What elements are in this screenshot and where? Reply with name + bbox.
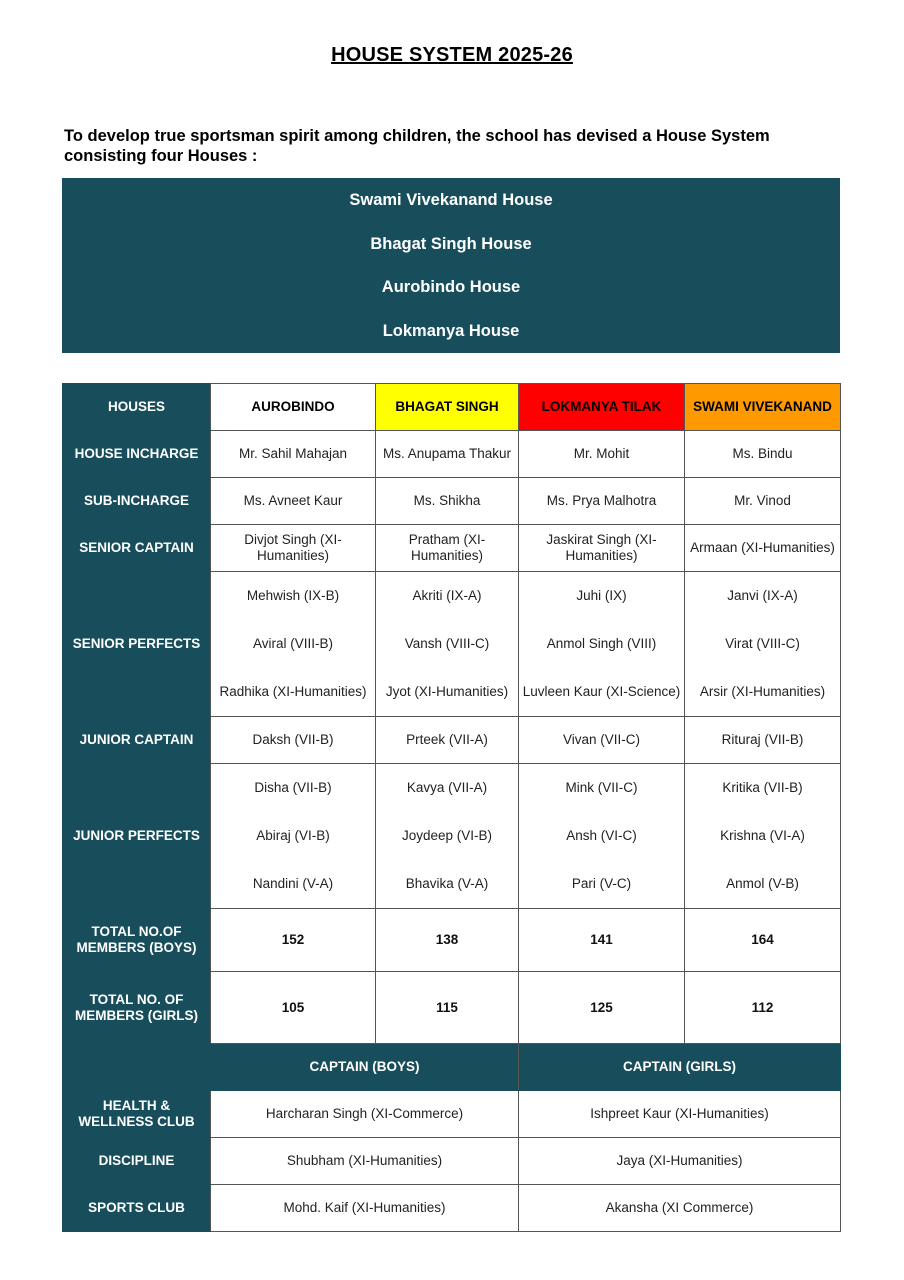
row-label: SPORTS CLUB bbox=[63, 1185, 211, 1232]
table-cell: Armaan (XI-Humanities) bbox=[685, 525, 841, 572]
table-row bbox=[63, 478, 841, 525]
prefect-name: Virat (VIII-C) bbox=[725, 636, 800, 651]
row-label: SENIOR PERFECTS bbox=[63, 572, 211, 717]
prefect-name: Janvi (IX-A) bbox=[727, 588, 798, 603]
club-header-blank bbox=[63, 1044, 211, 1091]
table-cell: Ishpreet Kaur (XI-Humanities) bbox=[519, 1091, 841, 1138]
row-label: TOTAL NO. OF MEMBERS (GIRLS) bbox=[63, 972, 211, 1044]
prefect-name: Abiraj (VI-B) bbox=[256, 828, 330, 843]
table-row bbox=[63, 1185, 841, 1232]
house-name: Swami Vivekanand House bbox=[349, 191, 553, 209]
table-cell: 164 bbox=[685, 909, 841, 972]
column-header: AUROBINDO bbox=[211, 384, 376, 431]
table-cell: Mr. Sahil Mahajan bbox=[211, 431, 376, 478]
table-cell: Jaya (XI-Humanities) bbox=[519, 1138, 841, 1185]
prefect-name: Bhavika (V-A) bbox=[405, 876, 489, 891]
table-cell bbox=[519, 572, 685, 717]
prefect-name: Pari (V-C) bbox=[571, 876, 632, 891]
table-cell: Mr. Vinod bbox=[685, 478, 841, 525]
table-cell: Mohd. Kaif (XI-Humanities) bbox=[211, 1185, 519, 1232]
table-cell bbox=[376, 572, 519, 717]
house-name: Bhagat Singh House bbox=[370, 235, 532, 253]
table-cell: Prteek (VII-A) bbox=[376, 717, 519, 764]
table-cell: 112 bbox=[685, 972, 841, 1044]
prefect-name: Juhi (IX) bbox=[576, 588, 627, 603]
table-row bbox=[63, 717, 841, 764]
table-cell: Jaskirat Singh (XI-Humanities) bbox=[519, 525, 685, 572]
table-cell: Shubham (XI-Humanities) bbox=[211, 1138, 519, 1185]
prefect-name: Disha (VII-B) bbox=[254, 780, 332, 795]
column-header: CAPTAIN (BOYS) bbox=[211, 1044, 519, 1091]
table-cell: 115 bbox=[376, 972, 519, 1044]
prefect-name: Aviral (VIII-B) bbox=[252, 636, 333, 651]
prefect-name: Joydeep (VI-B) bbox=[401, 828, 493, 843]
table-row bbox=[63, 1091, 841, 1138]
row-label: HOUSE INCHARGE bbox=[63, 431, 211, 478]
table-cell: Ms. Anupama Thakur bbox=[376, 431, 519, 478]
column-header: HOUSES bbox=[63, 384, 211, 431]
prefect-name: Luvleen Kaur (XI-Science) bbox=[522, 684, 681, 699]
house-name: Aurobindo House bbox=[381, 278, 521, 296]
prefect-name: Vansh (VIII-C) bbox=[404, 636, 490, 651]
row-label: DISCIPLINE bbox=[63, 1138, 211, 1185]
prefect-name: Mink (VII-C) bbox=[565, 780, 638, 795]
row-label: HEALTH & WELLNESS CLUB bbox=[63, 1091, 211, 1138]
row-label: TOTAL NO.OF MEMBERS (BOYS) bbox=[63, 909, 211, 972]
table-row bbox=[63, 431, 841, 478]
table-row bbox=[63, 572, 841, 717]
prefect-name: Radhika (XI-Humanities) bbox=[219, 684, 367, 699]
column-header: LOKMANYA TILAK bbox=[519, 384, 685, 431]
table-cell: Ms. Avneet Kaur bbox=[211, 478, 376, 525]
table-cell bbox=[376, 764, 519, 909]
row-label: JUNIOR CAPTAIN bbox=[63, 717, 211, 764]
table-cell: Vivan (VII-C) bbox=[519, 717, 685, 764]
houses-list-box bbox=[62, 178, 840, 353]
prefect-name: Anmol Singh (VIII) bbox=[546, 636, 657, 651]
table-cell bbox=[519, 764, 685, 909]
table-cell: Mr. Mohit bbox=[519, 431, 685, 478]
table-cell: 141 bbox=[519, 909, 685, 972]
row-label: SENIOR CAPTAIN bbox=[63, 525, 211, 572]
row-label: SUB-INCHARGE bbox=[63, 478, 211, 525]
table-cell: Akansha (XI Commerce) bbox=[519, 1185, 841, 1232]
house-name: Lokmanya House bbox=[382, 322, 520, 340]
table-cell: 105 bbox=[211, 972, 376, 1044]
table-cell: Ms. Prya Malhotra bbox=[519, 478, 685, 525]
table-cell: Harcharan Singh (XI-Commerce) bbox=[211, 1091, 519, 1138]
table-cell: Rituraj (VII-B) bbox=[685, 717, 841, 764]
table-cell: 152 bbox=[211, 909, 376, 972]
table-cell: Ms. Shikha bbox=[376, 478, 519, 525]
table-row bbox=[63, 972, 841, 1044]
table-cell: 138 bbox=[376, 909, 519, 972]
table-cell bbox=[685, 764, 841, 909]
table-row bbox=[63, 909, 841, 972]
table-cell: Pratham (XI-Humanities) bbox=[376, 525, 519, 572]
club-header-row bbox=[63, 1044, 841, 1091]
column-header: BHAGAT SINGH bbox=[376, 384, 519, 431]
table-header-row bbox=[63, 384, 841, 431]
table-cell: Ms. Bindu bbox=[685, 431, 841, 478]
prefect-name: Ansh (VI-C) bbox=[566, 828, 637, 843]
table-row bbox=[63, 525, 841, 572]
prefect-name: Arsir (XI-Humanities) bbox=[699, 684, 826, 699]
house-table bbox=[62, 383, 841, 1232]
prefect-name: Kavya (VII-A) bbox=[406, 780, 488, 795]
prefect-name: Akriti (IX-A) bbox=[412, 588, 482, 603]
table-cell: 125 bbox=[519, 972, 685, 1044]
prefect-name: Mehwish (IX-B) bbox=[246, 588, 340, 603]
table-cell: Daksh (VII-B) bbox=[211, 717, 376, 764]
page-title: HOUSE SYSTEM 2025-26 bbox=[331, 44, 573, 66]
column-header: CAPTAIN (GIRLS) bbox=[519, 1044, 841, 1091]
prefect-name: Nandini (V-A) bbox=[252, 876, 334, 891]
prefect-name: Kritika (VII-B) bbox=[722, 780, 803, 795]
table-cell bbox=[211, 764, 376, 909]
prefect-name: Jyot (XI-Humanities) bbox=[385, 684, 509, 699]
table-row bbox=[63, 1138, 841, 1185]
row-label: JUNIOR PERFECTS bbox=[63, 764, 211, 909]
prefect-name: Krishna (VI-A) bbox=[720, 828, 805, 843]
column-header: SWAMI VIVEKANAND bbox=[685, 384, 841, 431]
table-cell bbox=[211, 572, 376, 717]
table-cell: Divjot Singh (XI-Humanities) bbox=[211, 525, 376, 572]
intro-text: To develop true sportsman spirit among children, the school has devised a House System consisting four Houses : bbox=[64, 127, 770, 165]
prefect-name: Anmol (V-B) bbox=[726, 876, 799, 891]
table-row bbox=[63, 764, 841, 909]
table-cell bbox=[685, 572, 841, 717]
